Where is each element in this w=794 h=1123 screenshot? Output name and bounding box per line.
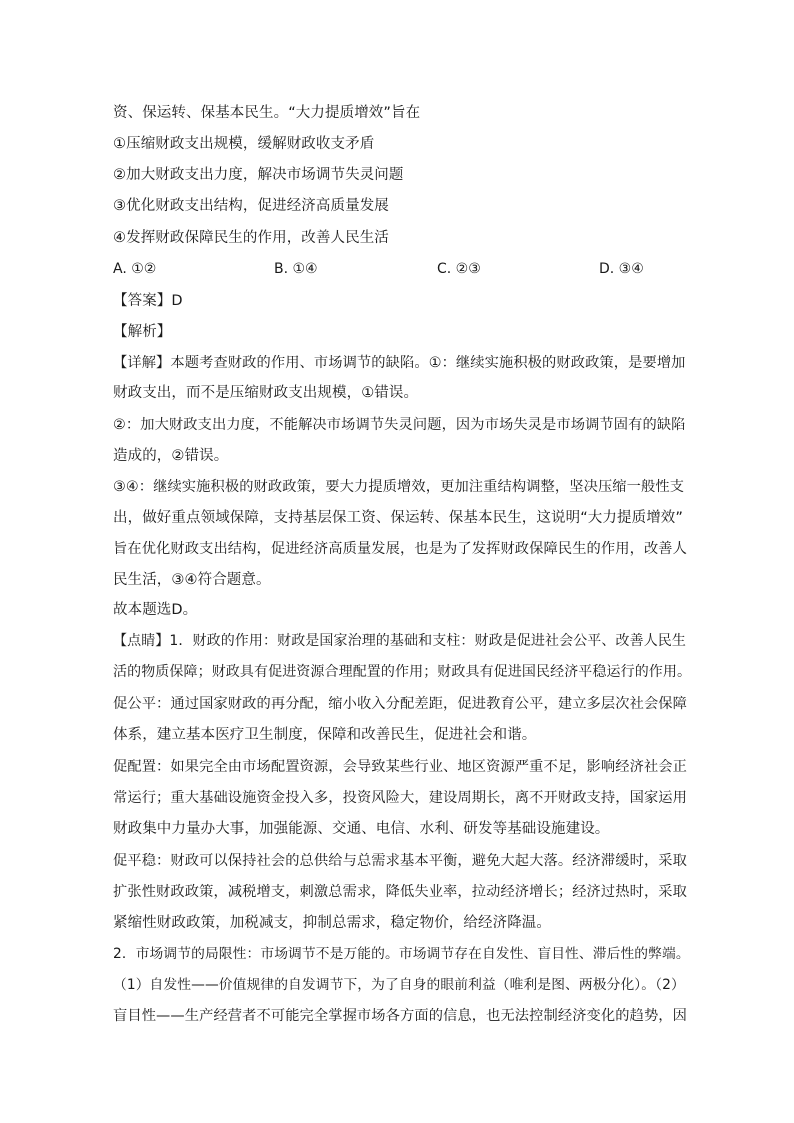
tips-line-12: （1）自发性——价值规律的自发调节下，为了自身的眼前利益（唯利是图、两极分化）。（2）: [113, 977, 685, 993]
tips-line-13: 盲目性——生产经营者不可能完全掌握市场各方面的信息，也无法控制经济变化的趋势，因: [113, 1008, 688, 1024]
detail-line-5: ③④：继续实施积极的财政政策，要大力提质增效，更加注重结构调整，坚决压缩一般性支: [113, 479, 685, 495]
detail-line-3: ②：加大财政支出力度，不能解决市场调节失灵问题，因为市场失灵是市场调节固有的缺陷: [113, 417, 686, 433]
tips-line-3: 促公平：通过国家财政的再分配，缩小收入分配差距，促进教育公平，建立多层次社会保障: [113, 696, 688, 712]
tips-line-6: 常运行；重大基础设施资金投入多，投资风险大，建设周期长，离不开财政支持，国家运用: [113, 790, 688, 806]
option-a: A. ①②: [113, 261, 157, 277]
detail-line-9: 故本题选D。: [113, 602, 198, 618]
detail-line-7: 旨在优化财政支出结构，促进经济高质量发展，也是为了发挥财政保障民生的作用，改善人: [113, 541, 688, 557]
tips-line-8: 促平稳：财政可以保持社会的总供给与总需求基本平衡，避免大起大落。经济滞缓时，采取: [113, 853, 688, 869]
tips-line-10: 紧缩性财政政策，加税减支，抑制总需求，稳定物价，给经济降温。: [113, 915, 551, 931]
analysis-heading: 【解析】: [113, 324, 172, 340]
tips-line-7: 财政集中力量办大事，加强能源、交通、电信、水利、研发等基础设施建设。: [113, 821, 610, 837]
question-item-2: ②加大财政支出力度，解决市场调节失灵问题: [113, 167, 404, 183]
option-b: B. ①④: [274, 261, 318, 277]
detail-line-4: 造成的，②错误。: [113, 448, 229, 464]
tips-line-11: 2．市场调节的局限性：市场调节不是万能的。市场调节存在自发性、盲目性、滞后性的弊端。: [113, 946, 690, 962]
tips-line-1: 【点睛】1．财政的作用：财政是国家治理的基础和支柱：财政是促进社会公平、改善人民生: [113, 633, 687, 649]
tips-line-4: 体系，建立基本医疗卫生制度，保障和改善民生，促进社会和谐。: [113, 727, 537, 743]
detail-line-2: 财政支出，而不是压缩财政支出规模，①错误。: [113, 385, 419, 401]
question-item-3: ③优化财政支出结构，促进经济高质量发展: [113, 198, 389, 214]
detail-line-8: 民生活，③④符合题意。: [113, 572, 271, 588]
tips-line-9: 扩张性财政政策，减税增支，刺激总需求，降低失业率，拉动经济增长；经济过热时，采取: [113, 884, 688, 900]
answer-line: 【答案】D: [113, 293, 183, 309]
option-c: C. ②③: [437, 261, 481, 277]
question-item-4: ④发挥财政保障民生的作用，改善人民生活: [113, 230, 389, 246]
detail-line-6: 出，做好重点领域保障，支持基层保工资、保运转、保基本民生，这说明“大力提质增效”: [113, 510, 684, 526]
detail-line-1: 【详解】本题考查财政的作用、市场调节的缺陷。①：继续实施积极的财政政策，是要增加: [113, 355, 686, 371]
option-d: D. ③④: [599, 261, 644, 277]
tips-line-5: 促配置：如果完全由市场配置资源，会导致某些行业、地区资源严重不足，影响经济社会正: [113, 759, 688, 775]
tips-line-2: 活的物质保障；财政具有促进资源合理配置的作用；财政具有促进国民经济平稳运行的作用。: [113, 664, 692, 680]
question-stem: 资、保运转、保基本民生。“大力提质增效”旨在: [113, 105, 421, 121]
question-item-1: ①压缩财政支出规模，缓解财政收支矛盾: [113, 136, 375, 152]
